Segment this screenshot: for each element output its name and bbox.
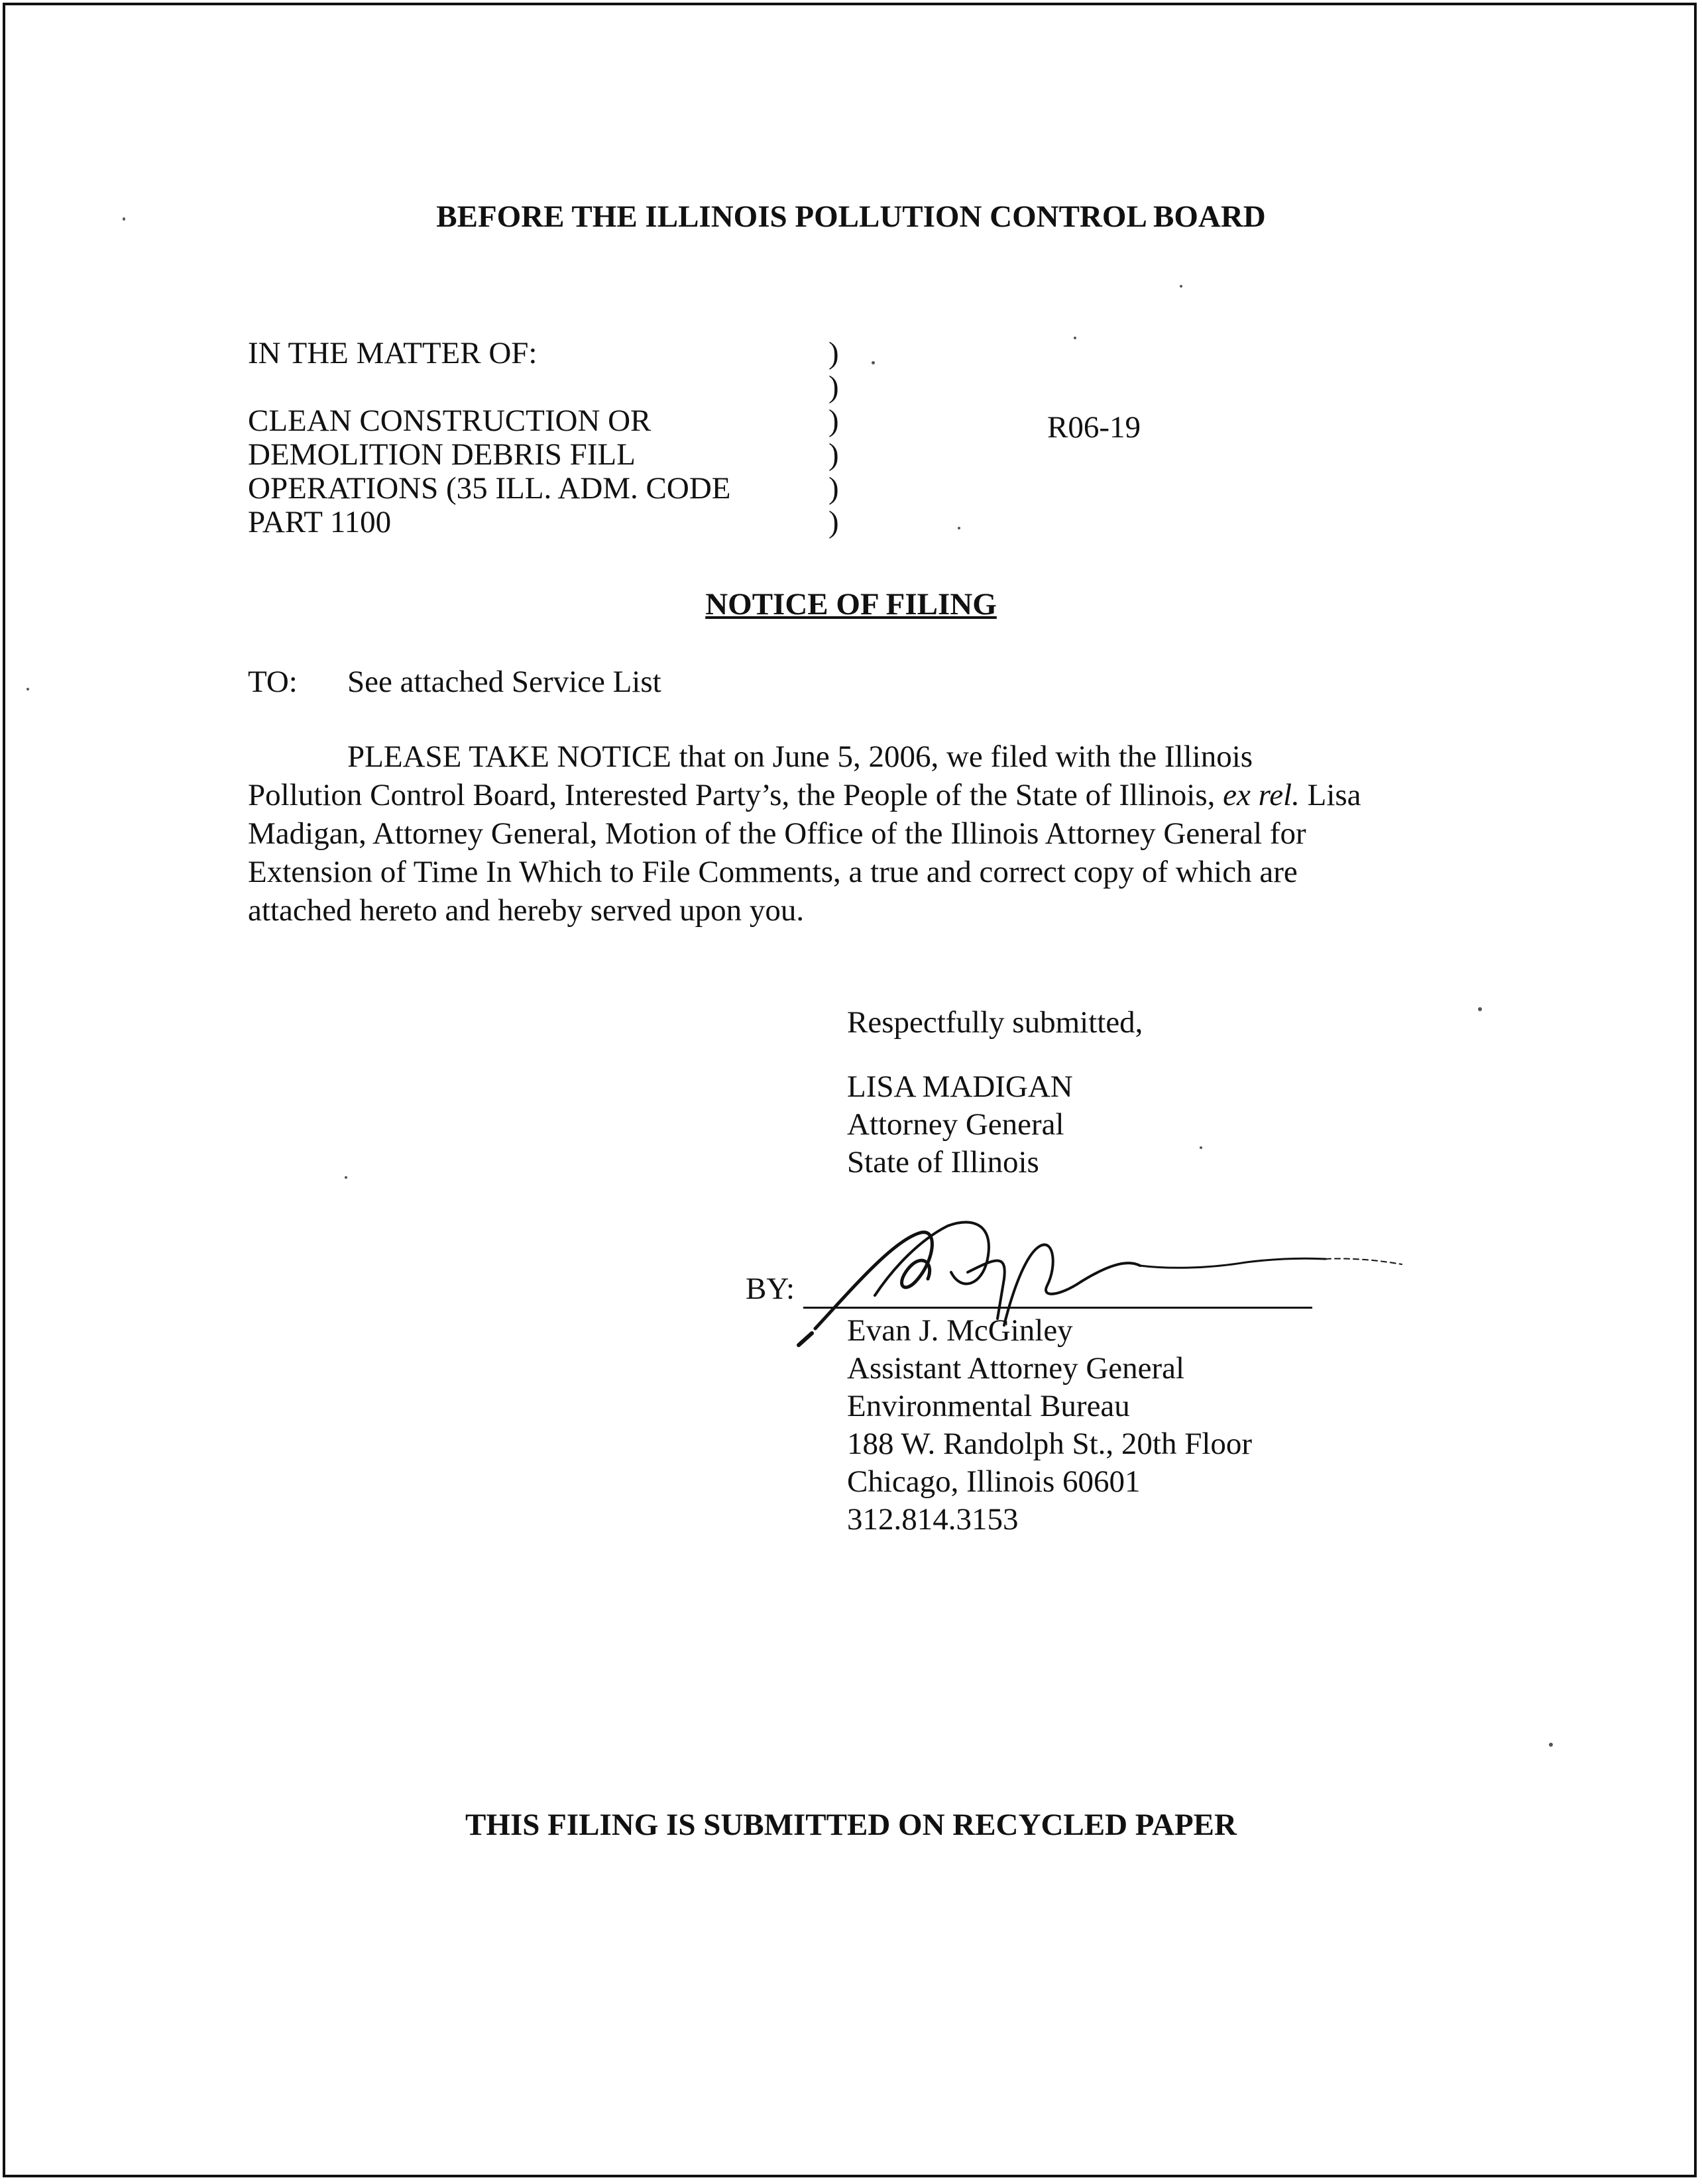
notice-line: Extension of Time In Which to File Comments, a true and correct copy of which are — [248, 855, 1298, 889]
recycled-paper-footer: THIS FILING IS SUBMITTED ON RECYCLED PAPER — [465, 1808, 1237, 1842]
scan-speck — [123, 217, 125, 221]
caption-parentheses — [828, 337, 839, 539]
notice-line: Madigan, Attorney General, Motion of the Office of the Illinois Attorney General for — [248, 816, 1306, 851]
notice-title: NOTICE OF FILING — [705, 587, 997, 622]
caption-paren: ) — [828, 370, 839, 404]
caption-paren: ) — [828, 437, 839, 472]
ag-name: LISA MADIGAN — [847, 1069, 1073, 1104]
matter-line: PART 1100 — [248, 505, 392, 539]
scan-speck — [345, 1176, 347, 1179]
notice-ex-rel: ex rel. — [1223, 778, 1300, 812]
caption-paren: ) — [828, 505, 839, 539]
signer-phone: 312.814.3153 — [847, 1502, 1019, 1537]
document-heading: BEFORE THE ILLINOIS POLLUTION CONTROL BOARD — [436, 199, 1266, 234]
signer-address-line: Chicago, Illinois 60601 — [847, 1464, 1141, 1499]
scan-speck — [1200, 1146, 1202, 1149]
signer-address-line: 188 W. Randolph St., 20th Floor — [847, 1427, 1253, 1461]
scan-speck — [1478, 1007, 1482, 1011]
matter-line: OPERATIONS (35 ILL. ADM. CODE — [248, 471, 731, 506]
notice-line-text: Lisa — [1307, 778, 1361, 812]
caption-paren: ) — [828, 404, 839, 438]
matter-caption — [248, 337, 731, 539]
scan-speck — [1180, 285, 1182, 288]
matter-line: IN THE MATTER OF: — [248, 336, 538, 370]
notice-paragraph — [248, 737, 1494, 930]
docket-number: R06-19 — [1047, 410, 1141, 445]
ag-title: Attorney General — [847, 1107, 1064, 1142]
caption-paren: ) — [828, 471, 839, 506]
closing: Respectfully submitted, — [847, 1005, 1143, 1040]
scan-speck — [958, 527, 960, 529]
matter-line: CLEAN CONSTRUCTION OR — [248, 404, 652, 438]
notice-line — [248, 776, 1494, 814]
submitter-block — [847, 1004, 1143, 1181]
matter-line — [248, 370, 731, 404]
by-label: BY: — [746, 1272, 795, 1306]
signer-name: Evan J. McGinley — [847, 1313, 1073, 1348]
to-label: TO: — [248, 665, 298, 699]
notice-line: PLEASE TAKE NOTICE that on June 5, 2006, we filed with the Illinois — [347, 739, 1253, 774]
caption-paren: ) — [828, 336, 839, 370]
ag-state: State of Illinois — [847, 1145, 1039, 1179]
scan-speck — [872, 361, 875, 364]
scan-speck — [1074, 337, 1076, 339]
to-value: See attached Service List — [347, 665, 661, 699]
signer-block — [847, 1312, 1252, 1539]
signer-bureau: Environmental Bureau — [847, 1389, 1130, 1423]
scan-speck — [1549, 1743, 1553, 1747]
signer-title: Assistant Attorney General — [847, 1351, 1185, 1386]
scan-speck — [27, 688, 29, 690]
notice-line-text: Pollution Control Board, Interested Party’s, the People of the State of Illinois, — [248, 778, 1216, 812]
notice-line: attached hereto and hereby served upon you. — [248, 893, 805, 928]
matter-line: DEMOLITION DEBRIS FILL — [248, 437, 636, 472]
